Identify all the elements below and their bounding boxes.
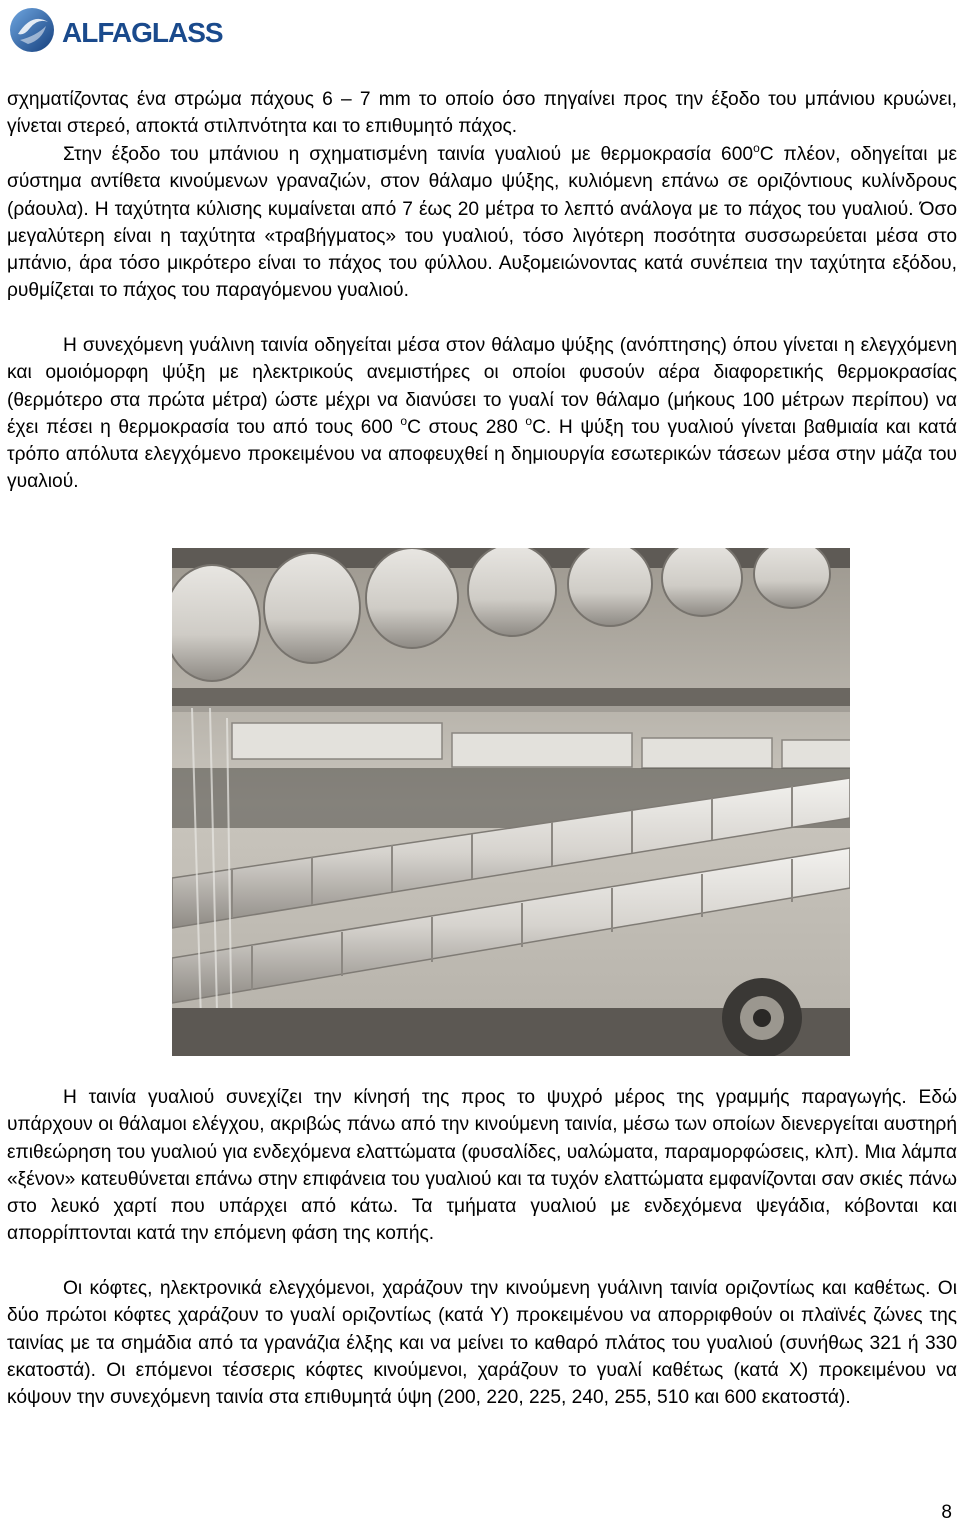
page-number: 8	[941, 1502, 952, 1523]
degree-sup: ο	[525, 413, 533, 428]
paragraph-1-text: σχηματίζοντας ένα στρώμα πάχους 6 – 7 mm το οποίο όσο πηγαίνει προς την έξοδο του μπάνιου κρυώνει, γίνεται στερεό, αποκτά στιλπνότητα και το επιθυμητό πάχος.	[7, 89, 957, 138]
globe-icon	[10, 8, 54, 52]
paragraph-2-text-a: Στην έξοδο του μπάνιου η σχηματισμένη ταινία γυαλιού με θερμοκρασία 600	[63, 144, 754, 165]
paragraph-5	[7, 1275, 957, 1411]
degree-sup: ο	[753, 141, 760, 155]
paragraph-3	[7, 332, 957, 496]
paragraph-3-text-c: C. Η ψύξη του γυαλιού γίνεται βαθμιαία και κατά τρόπο απόλυτα ελεγχόμενο προκειμένου να αποφευχθεί η δημιουργία εσωτερικών τάσεων μέσα στην μάζα του γυαλιού.	[7, 416, 957, 493]
degree-sup: ο	[400, 413, 408, 428]
paragraph-2-text-b: C πλέον, οδηγείται με σύστημα αντίθετα κινούμενων γραναζιών, στον θάλαμο ψύξης, κυλιόμενη επάνω σε οριζόντιους κυλίνδρους (ράουλα). Η ταχύτητα κύλισης κυμαίνεται από 7 έως 20 μέτρα το λεπτό ανάλογα με το πάχος του γυαλιού. Όσο μεγαλύτερη είναι η ταχύτητα «τραβήγματος» του γυαλιού, τόσο λιγότερη ποσότητα συσσωρεύεται μέσα στο μπάνιο, άρα τόσο μικρότερο είναι το πάχος του φύλλου. Αυξομειώνοντας κατά συνέπεια την ταχύτητα εξόδου, ρυθμίζεται το πάχος του παραγόμενου γυαλιού.	[7, 144, 957, 302]
paragraph-1	[7, 86, 957, 141]
paragraph-3-text-b: C στους 280	[407, 416, 526, 438]
alfaglass-logo	[8, 6, 238, 54]
paragraph-2	[7, 141, 957, 305]
paragraph-4	[7, 1084, 957, 1248]
logo-text: ALFAGLASS	[62, 17, 223, 48]
paragraph-4-text: Η ταινία γυαλιού συνεχίζει την κίνησή της προς το ψυχρό μέρος της γραμμής παραγωγής. Εδώ υπάρχουν οι θάλαμοι ελέγχου, ακριβώς πάνω από την κινούμενη ταινία, μέσω των οποίων διενεργείται αυστηρή επιθεώρηση του γυαλιού για ενδεχόμενα ελαττώματα (φυσαλίδες, υαλώματα, παραμορφώσεις, κλπ). Μια λάμπα «ξένον» κατευθύνεται επάνω στην επιφάνεια του γυαλιού και τα τυχόν ελαττώματα εμφανίζονται σαν σκιές πάνω στο λευκό χαρτί που υπάρχει από κάτω. Τα τμήματα γυαλιού με ενδεχόμενα ψεγάδια, κόβονται και απορρίπτονται κατά την επόμενη φάση της κοπής.	[7, 1087, 957, 1245]
paragraph-3-text-a: Η συνεχόμενη γυάλινη ταινία οδηγείται μέσα στον θάλαμο ψύξης (ανόπτησης) όπου γίνεται η ελεγχόμενη και ομοιόμορφη ψύξη με ηλεκτρικούς ανεμιστήρες οι οποίοι φυσούν αέρα διαφορετικής θερμοκρασίας (θερμότερο στα πρώτα μέτρα) ώστε μέχρι να διανύσει το γυαλί τον θάλαμο (μήκους 100 μέτρων περίπου) να έχει πέσει η θερμοκρασία του από τους 600	[7, 335, 957, 438]
logo-graphic	[8, 6, 238, 54]
paragraph-5-text: Οι κόφτες, ηλεκτρονικά ελεγχόμενοι, χαράζουν την κινούμενη γυάλινη ταινία οριζοντίως και καθέτως. Οι δύο πρώτοι κόφτες χαράζουν το γυαλί οριζοντίως (κατά Υ) προκειμένου να απορριφθούν οι πλαϊνές ζώνες της ταινίας με τα σημάδια από τα γρανάζια έλξης και να μείνει το καθαρό πλάτος του γυαλιού (συνήθως 321 ή 330 εκατοστά). Οι επόμενοι τέσσερις κόφτες κινούμενοι, χαράζουν το γυαλί καθέτως (κατά Χ) προκειμένου να κόψουν την συνεχόμενη ταινία στα επιθυμητά ύψη (200, 220, 225, 240, 255, 510 και 600 εκατοστά).	[7, 1278, 957, 1409]
annealing-lehr-photo	[172, 548, 850, 1056]
